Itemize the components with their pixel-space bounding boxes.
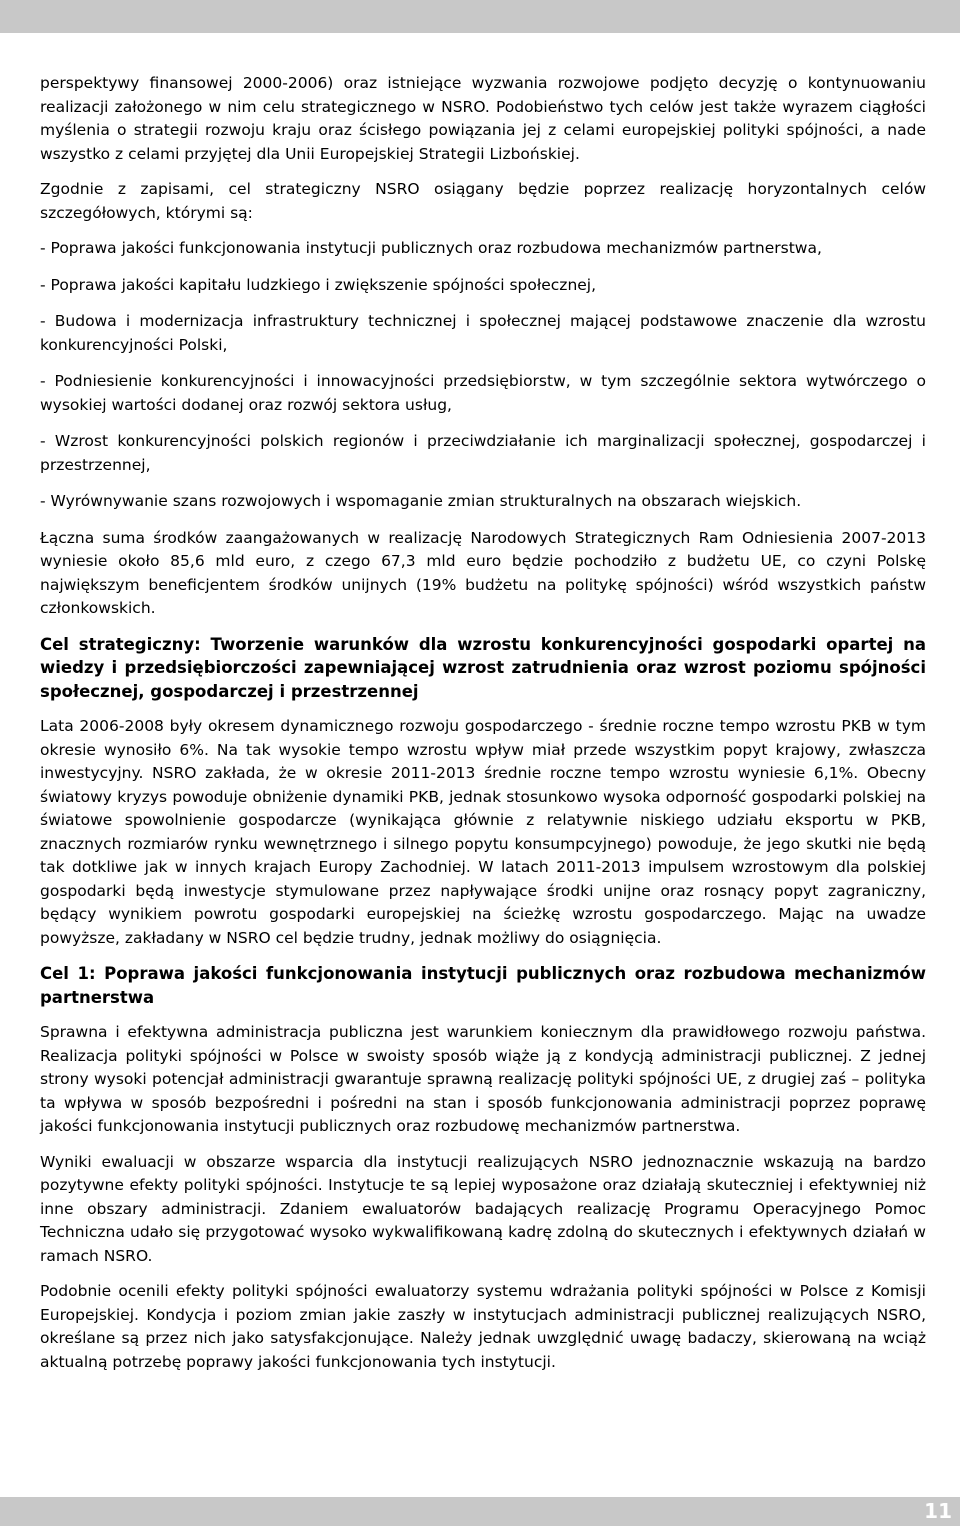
list-item: - Budowa i modernizacja infrastruktury technicznej i społecznej mającej podstawowe znaczenie dla wzrostu konkurencyjności Polski, <box>40 312 926 354</box>
header-bar <box>0 0 960 33</box>
list-item: - Poprawa jakości funkcjonowania instytucji publicznych oraz rozbudowa mechanizmów partnerstwa, <box>40 239 822 257</box>
heading-goal-1: Cel 1: Poprawa jakości funkcjonowania instytucji publicznych oraz rozbudowa mechanizmów partnerstwa <box>40 964 926 1007</box>
paragraph-objectives-intro: Zgodnie z zapisami, cel strategiczny NSRO osiągany będzie poprzez realizację horyzontalnych celów szczegółowych, którymi są: <box>40 180 926 222</box>
list-item: - Wzrost konkurencyjności polskich regionów i przeciwdziałanie ich marginalizacji społecznej, gospodarczej i przestrzennej, <box>40 432 926 474</box>
paragraph-evaluation: Wyniki ewaluacji w obszarze wsparcia dla instytucji realizujących NSRO jednoznacznie wskazują na bardzo pozytywne efekty polityki spójności. Instytucje te są lepiej wyposażone oraz działają skuteczniej i efektywniej niż inne obszary administracji. Zdaniem ewaluatorów badających realizację Programu Operacyjnego Pomoc Techniczna udało się przygotować wysoko wykwalifikowaną kadrę zdolną do skutecznych i efektywnych działań w ramach NSRO. <box>40 1152 926 1265</box>
list-item: - Wyrównywanie szans rozwojowych i wspomaganie zmian strukturalnych na obszarach wiejskich. <box>40 492 802 510</box>
page-number: 11 <box>924 1499 952 1523</box>
document-body <box>40 72 926 1386</box>
paragraph-economy: Lata 2006-2008 były okresem dynamicznego rozwoju gospodarczego - średnie roczne tempo wzrostu PKB w tym okresie wynosiło 6%. Na tak wysokie tempo wzrostu wpływ miał przede wszystkim popyt krajowy, zwłaszcza inwestycyjny. NSRO zakłada, że w okresie 2011-2013 średnie roczne tempo wzrostu wyniesie 6,1%. Obecny światowy kryzys powoduje obniżenie dynamiki PKB, jednak stosunkowo wysoka odporność gospodarki polskiej na światowe spowolnienie gospodarcze (wynikająca głównie z relatywnie niskiego udziału eksportu w PKB, znacznych rozmiarów rynku wewnętrznego i silnego popytu konsumpcyjnego) powoduje, że jego skutki nie będą tak dotkliwe jak w innych krajach Europy Zachodniej. W latach 2011-2013 impulsem wzrostowym dla polskiej gospodarki będą inwestycje stymulowane przez napływające środki unijne oraz rosnący popyt zagraniczny, będący wynikiem powrotu gospodarki europejskiej na ścieżkę wzrostu gospodarczego. Mając na uwadze powyższe, zakładany w NSRO cel będzie trudny, jednak możliwy do osiągnięcia. <box>40 717 926 947</box>
footer-bar <box>0 1497 960 1526</box>
paragraph-commission: Podobnie ocenili efekty polityki spójności ewaluatorzy systemu wdrażania polityki spójności w Polsce z Komisji Europejskiej. Kondycja i poziom zmian jakie zaszły w instytucjach administracji publicznej realizujących NSRO, określane są przez nich jako satysfakcjonujące. Należy jednak uwzględnić uwagę badaczy, skierowaną na wciąż aktualną potrzebę poprawy jakości funkcjonowania tych instytucji. <box>40 1282 926 1371</box>
paragraph-funding: Łączna suma środków zaangażowanych w realizację Narodowych Strategicznych Ram Odniesienia 2007-2013 wyniesie około 85,6 mld euro, z czego 67,3 mld euro będzie pochodziło z budżetu UE, co czyni Polskę największym beneficjentem środków unijnych (19% budżetu na politykę spójności) wśród wszystkich państw członkowskich. <box>40 528 926 617</box>
heading-strategic-goal: Cel strategiczny: Tworzenie warunków dla wzrostu konkurencyjności gospodarki opartej na wiedzy i przedsiębiorczości zapewniającej wzrost zatrudnienia oraz wzrost poziomu spójności społecznej, gospodarczej i przestrzennej <box>40 634 926 701</box>
list-item: - Podniesienie konkurencyjności i innowacyjności przedsiębiorstw, w tym szczególnie sektora wytwórczego o wysokiej wartości dodanej oraz rozwój sektora usług, <box>40 372 926 414</box>
list-item: - Poprawa jakości kapitału ludzkiego i zwiększenie spójności społecznej, <box>40 275 597 294</box>
paragraph-intro: perspektywy finansowej 2000-2006) oraz istniejące wyzwania rozwojowe podjęto decyzję o kontynuowaniu realizacji założonego w nim celu strategicznego w NSRO. Podobieństwo tych celów jest także wyrazem ciągłości myślenia o strategii rozwoju kraju oraz ścisłego powiązania jej z celami europejskiej polityki spójności, a nade wszystko z celami przyjętej dla Unii Europejskiej Strategii Lizbońskiej. <box>40 74 926 163</box>
paragraph-administration: Sprawna i efektywna administracja publiczna jest warunkiem koniecznym dla prawidłowego rozwoju państwa. Realizacja polityki spójności w Polsce w swoisty sposób wiąże ją z kondycją administracji publicznej. Z jednej strony wysoki potencjał administracji gwarantuje sprawną realizację polityki spójności UE, z drugiej zaś – polityka ta wpływa w sposób bezpośredni i pośredni na stan i sposób funkcjonowania administracji poprzez poprawę jakości funkcjonowania instytucji publicznych oraz rozbudowę mechanizmów partnerstwa. <box>40 1023 926 1135</box>
